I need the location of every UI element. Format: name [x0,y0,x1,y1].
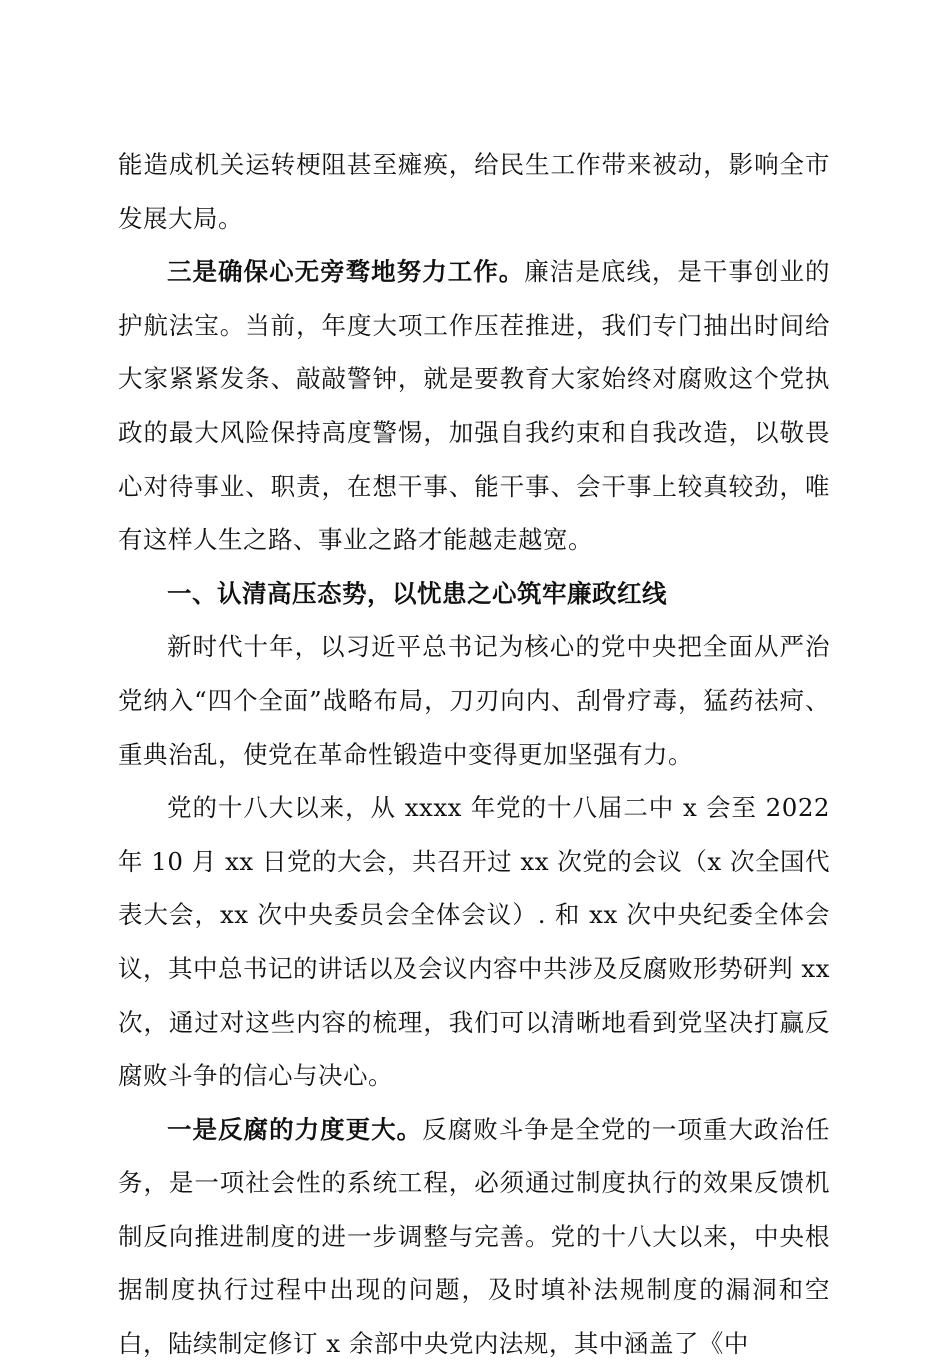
paragraph-point-one [118,1103,830,1371]
paragraph-lead: 一是反腐的力度更大。 [167,1114,423,1144]
paragraph-text: 能造成机关运转梗阻甚至瘫痪，给民生工作带来被动，影响全市发展大局。 [118,150,830,233]
paragraph-new-era [118,620,830,781]
paragraph-text: 反腐败斗争是全党的一项重大政治任务，是一项社会性的系统工程，必须通过制度执行的效果反馈机制反向推进制度的进一步调整与完善。党的十八大以来，中央根据制度执行过程中出现的问题，及时填补法规制度的漏洞和空白，陆续制定修订 x 余部中央党内法规，其中涵盖了《中 [118,1114,831,1359]
paragraph-eighteenth-congress [118,781,830,1103]
paragraph-text: 廉洁是底线，是干事创业的护航法宝。当前，年度大项工作压茬推进，我们专门抽出时间给大家紧紧发条、敲敲警钟，就是要教育大家始终对腐败这个党执政的最大风险保持高度警惕，加强自我约束和自我改造，以敬畏心对待事业、职责，在想干事、能干事、会干事上较真较劲，唯有这样人生之路、事业之路才能越走越宽。 [118,257,831,555]
paragraph-text: 新时代十年，以习近平总书记为核心的党中央把全面从严治党纳入“四个全面”战略布局，刀刃向内、刮骨疗毒，猛药祛疴、重典治乱，使党在革命性锻造中变得更加坚强有力。 [118,632,830,769]
paragraph-continuation [118,138,830,245]
paragraph-lead: 三是确保心无旁骛地努力工作。 [167,257,525,287]
paragraph-point-three [118,245,830,567]
section-heading: 一、认清高压态势，以忧患之心筑牢廉政红线 [167,578,667,608]
paragraph-text: 党的十八大以来，从 xxxx 年党的十八届二中 x 会至 2022 年 10 月 xx 日党的大会，共召开过 xx 次党的会议（x 次全国代表大会，xx 次中央委员会全体会议）. 和 xx 次中央纪委全体会议，其中总书记的讲话以及会议内容中共涉及反腐败形势研判 xx 次，通过对这些内容的梳理，我们可以清晰地看到党坚决打赢反腐败斗争的信心与决心。 [118,793,830,1091]
document-page [118,138,830,1371]
